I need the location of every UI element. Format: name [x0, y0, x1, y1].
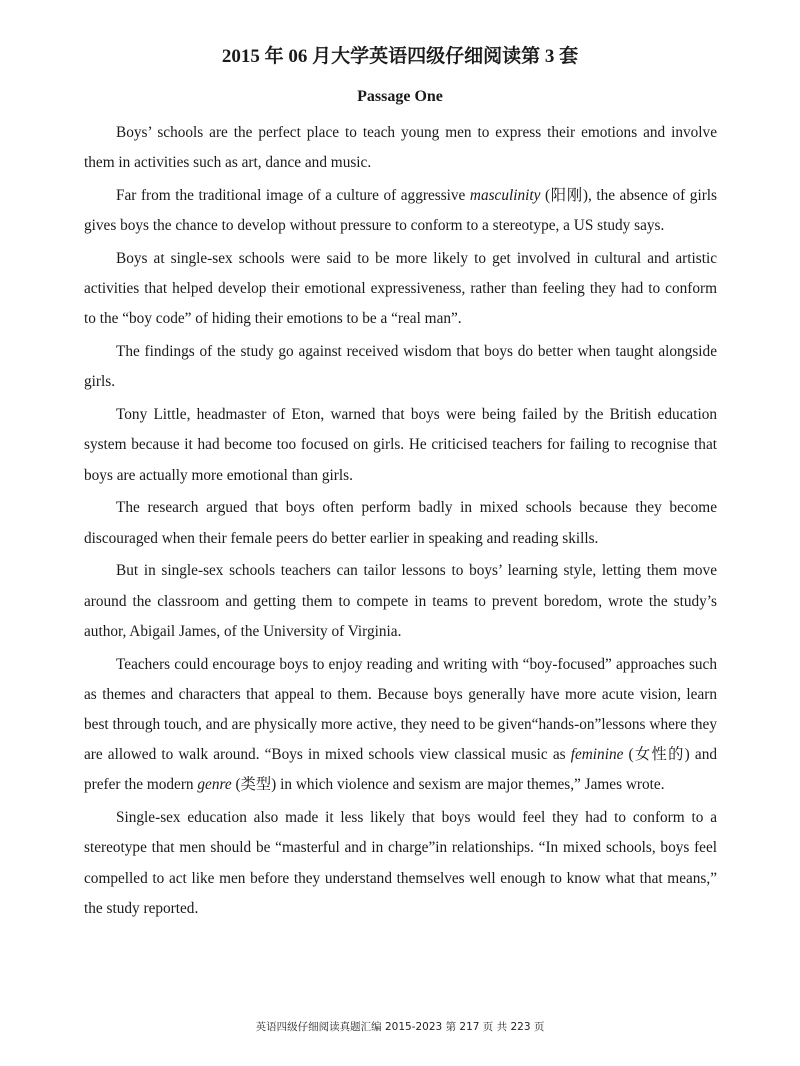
paragraph-6: The research argued that boys often perform badly in mixed schools because they become discouraged when their female peers do better earlier in speaking and reading skills. — [84, 499, 717, 547]
paragraph-7: But in single-sex schools teachers can tailor lessons to boys’ learning style, letting them move around the classroom and getting them to compete in teams to prevent boredom, wrote the study’s author, Abigail James, of the University of Virginia. — [84, 562, 717, 640]
paragraph-2 — [84, 181, 717, 241]
document-title: 2015 年 06 月大学英语四级仔细阅读第 3 套 — [221, 46, 579, 67]
italic-term-masculinity: masculinity — [469, 187, 541, 204]
passage-body — [84, 118, 717, 927]
paragraph-8-text-part-2: (女性的) and prefer the modern — [84, 746, 717, 794]
paragraph-3: Boys at single-sex schools were said to be more likely to get involved in cultural and artistic activities that helped develop their emotional expressiveness, rather than feeling they had to conform to the “boy code” of hiding their emotions to be a “real man”. — [84, 250, 717, 328]
page-footer: 英语四级仔细阅读真题汇编 2015-2023 第 217 页 共 223 页 — [255, 1021, 545, 1033]
passage-heading: Passage One — [357, 88, 443, 105]
paragraph-2-text-end: (阳刚), the absence of girls gives boys the chance to develop without pressure to conform to a stereotype, a US study says. — [84, 187, 718, 235]
paragraph-1: Boys’ schools are the perfect place to teach young men to express their emotions and involve them in activities such as art, dance and music. — [84, 124, 717, 172]
paragraph-4: The findings of the study go against received wisdom that boys do better when taught alongside girls. — [84, 343, 717, 391]
italic-term-genre: genre — [197, 776, 232, 794]
paragraph-8-text-part-3: (类型) in which violence and sexism are major themes,” James wrote. — [231, 776, 665, 794]
paragraph-8-text-part-1: Teachers could encourage boys to enjoy reading and writing with “boy-focused” approaches such as themes and characters that appeal to them. Because boys generally have more acute vision, learn best through touch, and are physically more active, they need to be given“hands-on”lessons where they are allowed to walk around. “Boys in mixed schools view classical music as — [84, 655, 717, 764]
paragraph-2-text-start: Far from the traditional image of a culture of aggressive — [116, 187, 470, 204]
paragraph-5: Tony Little, headmaster of Eton, warned that boys were being failed by the British education system because it had become too focused on girls. He criticised teachers for failing to recognise that boys are actually more emotional than girls. — [84, 406, 717, 484]
paragraph-9: Single-sex education also made it less likely that boys would feel they had to conform to a stereotype that men should be “masterful and in charge”in relationships. “In mixed schools, boys feel compelled to act like men before they understand themselves well enough to know what that means,” the study reported. — [84, 809, 717, 917]
paragraph-8 — [84, 650, 717, 801]
italic-term-feminine: feminine — [570, 746, 624, 764]
